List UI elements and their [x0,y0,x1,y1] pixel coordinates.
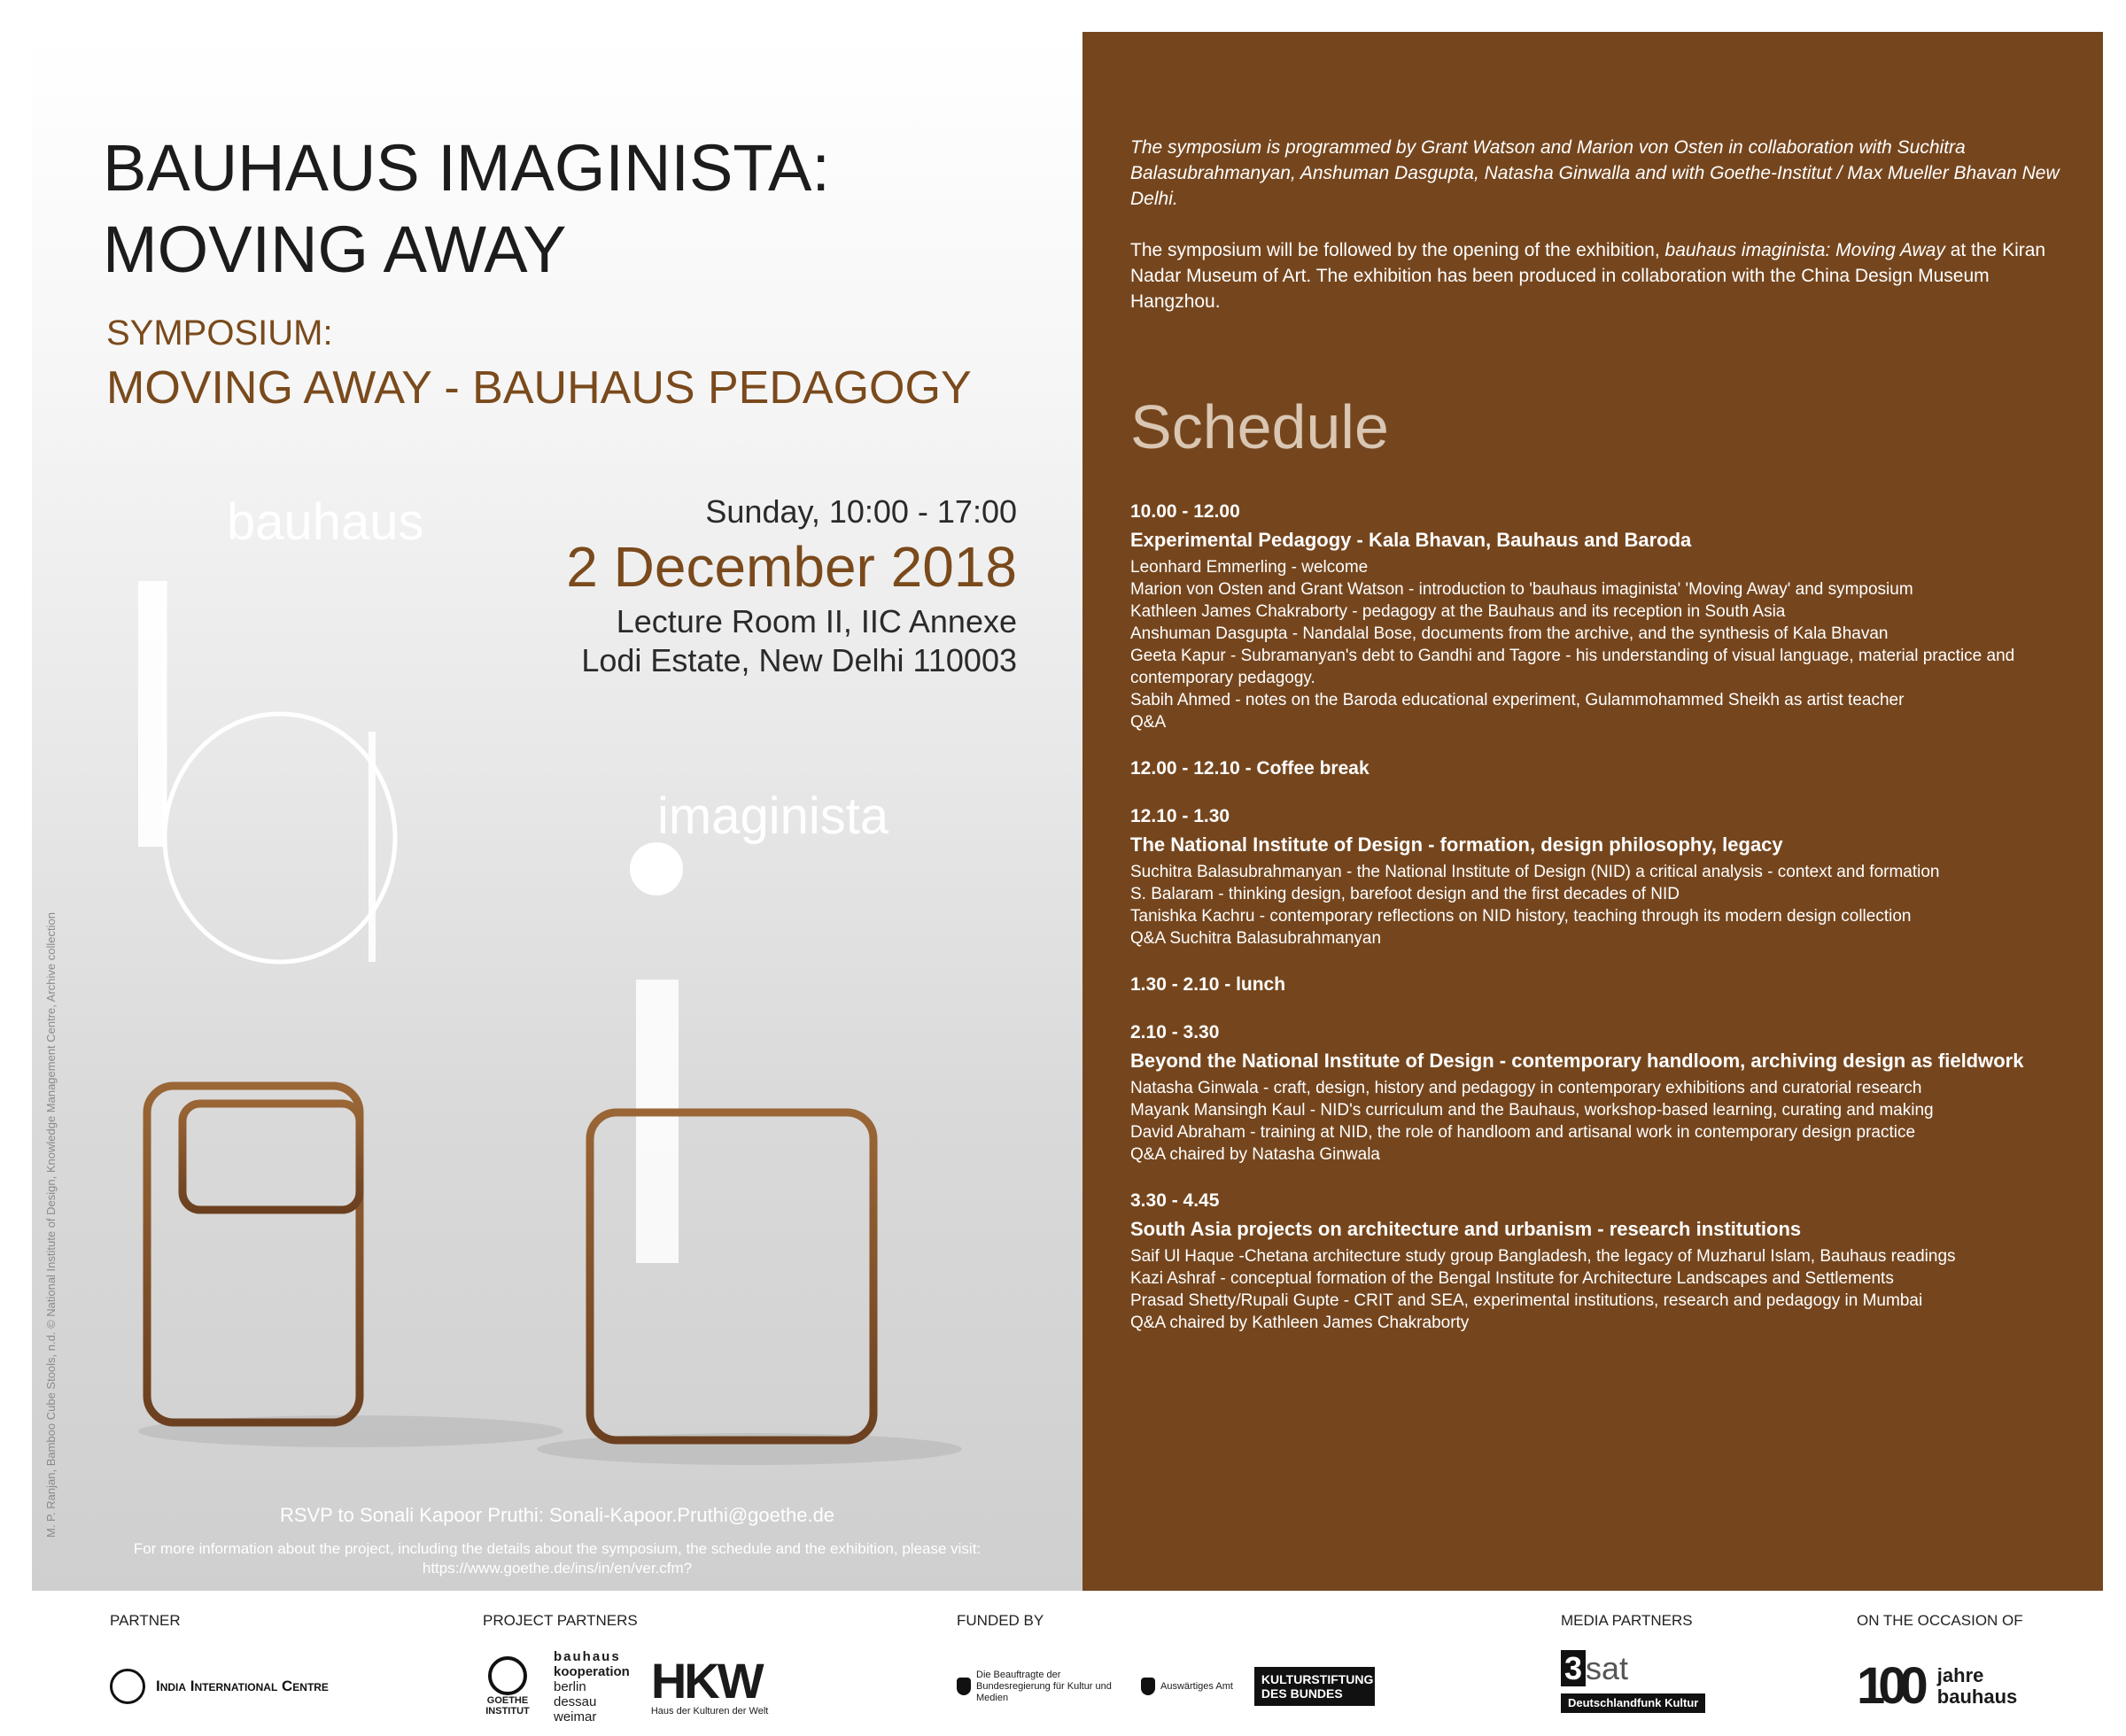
project-partners-label: PROJECT PARTNERS [483,1612,638,1629]
aa-name: Auswärtiges Amt [1160,1681,1233,1692]
session-item: Q&A chaired by Kathleen James Chakraborty [1130,1314,1470,1332]
photo-credit: M. P. Ranjan, Bamboo Cube Stools, n.d. © National Institute of Design, Knowledge Management Centre, Archive collection [44,912,58,1538]
lunch-break: 1.30 - 2.10 - lunch [1130,974,1286,995]
intro-paragraph-1: The symposium is programmed by Grant Watson and Marion von Osten in collaboration with Suchitra Balasubrahmanyan, Anshuman Dasgupta, Natasha Ginwalla and with Goethe-Institut / Max Mueller Bhavan New Delhi. [1130,137,2060,209]
venue-line1: Lecture Room II, IIC Annexe [616,603,1017,639]
intro [1130,135,2069,340]
intro-p2-a: The symposium will be followed by the opening of the exhibition, [1130,240,1665,260]
session-item: Prasad Shetty/Rupali Gupte - CRIT and SEA, experimental institutions, research and pedagogy in Mumbai [1130,1291,1923,1310]
watermark-imaginista: imaginista [657,787,889,845]
project-partner-logos [483,1648,769,1724]
jahre-word: jahre [1936,1664,1984,1686]
session-item: Q&A chaired by Natasha Ginwala [1130,1145,1380,1164]
intro-p2-b: at the Kiran Nadar Museum of Art. The exhibition has been produced in collaboration with the China Design Museum Hangzhou. [1130,240,2046,312]
funded-by-label: FUNDED BY [957,1612,1044,1629]
goethe-name: GOETHE INSTITUT [485,1695,530,1717]
session-item: Marion von Osten and Grant Watson - introduction to 'bauhaus imaginista' 'Moving Away' and symposium [1130,580,1913,599]
intro-paragraph-2 [1130,237,2069,314]
eagle-icon [957,1678,971,1695]
globe-icon [110,1669,145,1704]
session-title: The National Institute of Design - formation, design philosophy, legacy [1130,833,1783,856]
intro-p2-italic: bauhaus imaginista: Moving Away [1664,240,1945,260]
session-time: 12.10 - 1.30 [1130,806,1230,826]
session-time: 3.30 - 4.45 [1130,1190,1220,1211]
schedule-heading: Schedule [1130,392,1389,461]
poster [32,32,2103,1591]
goethe-icon [488,1656,527,1695]
session-item: Anshuman Dasgupta - Nandalal Bose, documents from the archive, and the synthesis of Kala Bhavan [1130,624,1889,643]
session-item: David Abraham - training at NID, the role of handloom and artisanal work in contemporary design practice [1130,1123,1916,1142]
coffee-break: 12.00 - 12.10 - Coffee break [1130,758,1369,779]
eagle-icon [1141,1678,1155,1695]
bauhaus-kooperation-logo [554,1649,630,1724]
100-mark: 100 [1857,1657,1921,1715]
session-4 [1130,1189,2078,1334]
session-time: 10.00 - 12.00 [1130,501,1240,522]
occasion-label: ON THE OCCASION OF [1857,1612,2023,1629]
session-3 [1130,1020,2078,1166]
venue-line2: Lodi Estate, New Delhi 110003 [581,642,1017,678]
session-title: Experimental Pedagogy - Kala Bhavan, Bauhaus and Baroda [1130,529,1692,551]
session-item: Mayank Mansingh Kaul - NID's curriculum and the Bauhaus, workshop-based learning, curating and making [1130,1101,1934,1120]
session-item: Leonhard Emmerling - welcome [1130,558,1369,577]
bkm-name: Die Beauftragte der Bundesregierung für Kultur und Medien [976,1669,1112,1703]
session-item: Tanishka Kachru - contemporary reflections on NID history, teaching through its modern design collection [1130,907,1912,926]
3sat-logo [1561,1651,1628,1686]
jahre-bauhaus-text [1937,1665,2017,1708]
bk-line: dessau [554,1693,597,1709]
kulturstiftung-logo: KULTURSTIFTUNG DES BUNDES [1254,1667,1375,1706]
bk-line: berlin [554,1678,586,1694]
hkw-subtitle: Haus der Kulturen der Welt [650,1706,769,1717]
bk-line: weimar [554,1709,597,1724]
funder-logos [957,1651,1375,1722]
date-block [566,492,1017,680]
session-title: South Asia projects on architecture and urbanism - research institutions [1130,1218,1802,1240]
left-panel [32,32,1082,1591]
goethe-logo [483,1656,532,1717]
iic-name: India International Centre [156,1678,329,1694]
day-time: Sunday, 10:00 - 17:00 [705,493,1017,530]
hkw-mark: HKW [650,1653,762,1709]
session-item: Natasha Ginwala - craft, design, history and pedagogy in contemporary exhibitions and curatorial research [1130,1079,1922,1097]
right-panel [1082,32,2103,1591]
session-item: Sabih Ahmed - notes on the Baroda educational experiment, Gulammohammed Sheikh as artist teacher [1130,691,1905,709]
partner-label: PARTNER [110,1612,181,1629]
session-item: Q&A Suchitra Balasubrahmanyan [1130,929,1382,948]
partners-bar [0,1591,2126,1736]
bk-line: kooperation [554,1663,630,1679]
3sat-text: sat [1586,1650,1629,1686]
schedule [1130,500,2078,1357]
session-item: Q&A [1130,713,1167,732]
session-2 [1130,804,2078,949]
session-item: Geeta Kapur - Subramanyan's debt to Gandhi and Tagore - his understanding of visual language, material practice and contemporary pedagogy. [1130,647,2015,687]
more-info: For more information about the project, including the details about the symposium, the schedule and the exhibition, please visit: https://www.goethe.de/ins/in/en/ver.cfm? [133,1540,982,1577]
session-time: 2.10 - 3.30 [1130,1022,1220,1042]
rsvp-line: RSVP to Sonali Kapoor Pruthi: Sonali-Kapoor.Pruthi@goethe.de [279,1504,835,1526]
event-date: 2 December 2018 [566,535,1017,599]
session-title: Beyond the National Institute of Design - contemporary handloom, archiving design as fieldwork [1130,1050,2024,1072]
bauhaus-word: bauhaus [1936,1686,2018,1708]
watermark-bauhaus: bauhaus [227,493,424,551]
symposium-label: SYMPOSIUM: [106,314,333,353]
jahre-bauhaus-logo [1857,1651,2017,1722]
symposium-title: MOVING AWAY - BAUHAUS PEDAGOGY [106,362,972,414]
media-partner-logos [1561,1651,1705,1722]
session-item: Kathleen James Chakraborty - pedagogy at the Bauhaus and its reception in South Asia [1130,602,1786,621]
hkw-logo [650,1653,769,1717]
session-item: Kazi Ashraf - conceptual formation of the Bengal Institute for Architecture Landscapes and Settlements [1130,1269,1894,1288]
bamboo-stools-image [32,1050,1082,1546]
iic-logo [110,1651,329,1722]
media-partners-label: MEDIA PARTNERS [1561,1612,1693,1629]
event-title: BAUHAUS IMAGINISTA: MOVING AWAY [103,131,830,286]
3sat-mark: 3 [1561,1650,1586,1686]
deutschlandfunk-logo: Deutschlandfunk Kultur [1561,1693,1705,1713]
session-item: S. Balaram - thinking design, barefoot design and the first decades of NID [1130,885,1680,903]
bk-line: bauhaus [554,1648,621,1664]
session-item: Saif Ul Haque -Chetana architecture study group Bangladesh, the legacy of Muzharul Islam, Bauhaus readings [1130,1247,1956,1266]
session-1 [1130,500,2078,733]
session-item: Suchitra Balasubrahmanyan - the National Institute of Design (NID) a critical analysis - context and formation [1130,863,1940,881]
